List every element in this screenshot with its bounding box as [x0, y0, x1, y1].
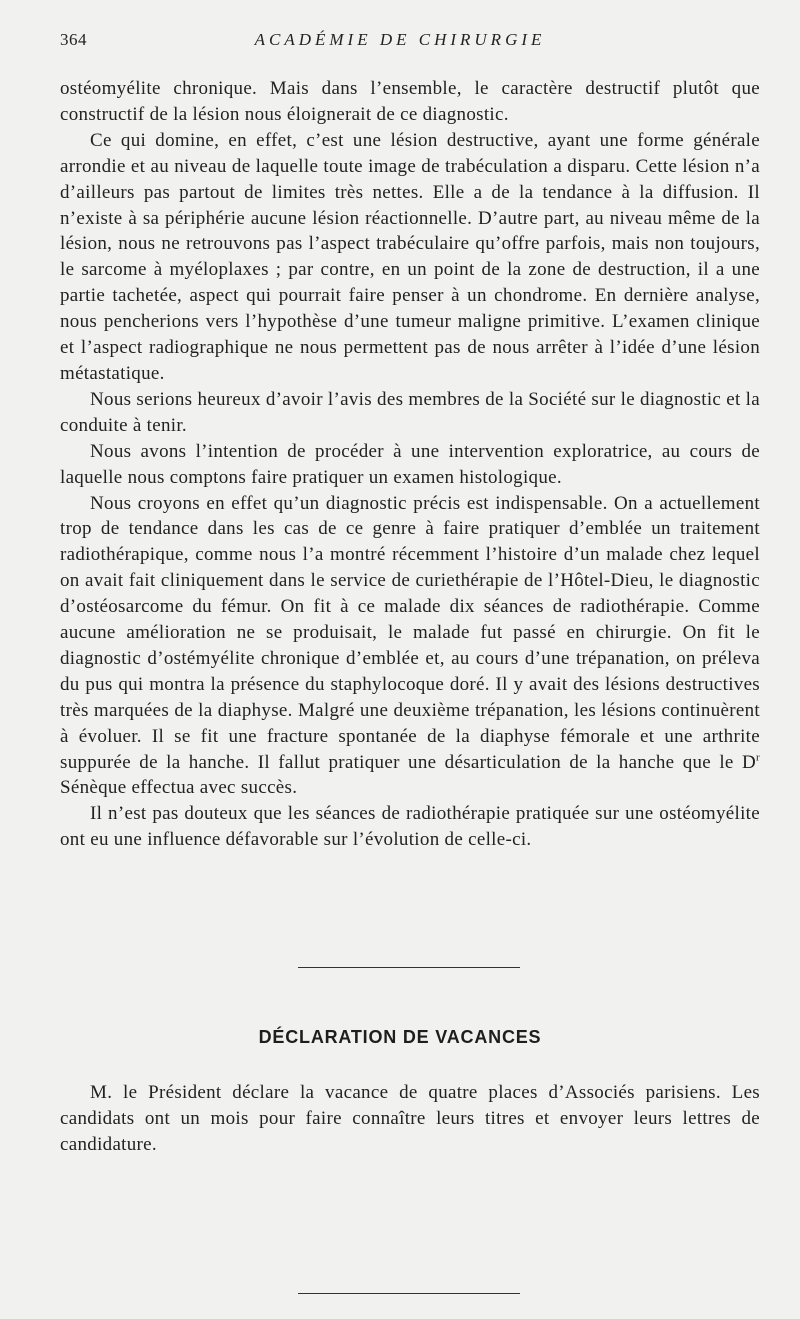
section-divider-bottom: [298, 1293, 520, 1294]
doctor-abbrev: $D^r$: [741, 751, 760, 773]
paragraph-case-history: [60, 491, 760, 802]
body-text: [60, 76, 760, 853]
paragraph-conclusion: Il n’est pas douteux que les séances de radiothérapie pratiquée sur une ostéomyélite ont eu une influence défavorable sur l’évolution de celle-ci.: [60, 803, 760, 851]
paragraph-intervention: Nous avons l’intention de procéder à une intervention exploratrice, au cours de laquelle nous comptons faire pratiquer un examen histologique.: [60, 440, 760, 488]
case-history-end: Sénèque effectua avec succès.: [60, 777, 298, 799]
section-paragraph: M. le Président déclare la vacance de quatre places d’Associés parisiens. Les candidats ont un mois pour faire connaître leurs titres et envoyer leurs lettres de candidature.: [60, 1082, 760, 1155]
paragraph-continuation: ostéomyélite chronique. Mais dans l’ensemble, le caractère destructif plutôt que constructif de la lésion nous éloignerait de ce diagnostic.: [60, 78, 760, 125]
section-title: DÉCLARATION DE VACANCES: [258, 1027, 542, 1047]
section-body: [60, 1080, 760, 1158]
paragraph-lesion-analysis: Ce qui domine, en effet, c’est une lésion destructive, ayant une forme générale arrondie et au niveau de laquelle toute image de trabéculation a disparu. Cette lésion n’a d’ailleurs pas partout de limites très nettes. Elle a de la tendance à la diffusion. Il n’existe à sa périphérie aucune lésion réactionnelle. D’autre part, au niveau même de la lésion, nous ne retrouvons pas l’aspect trabéculaire qu’offre parfois, mais non toujours, le sarcome à myéloplaxes ; par contre, en un point de la zone de destruction, il a une partie tachetée, aspect qui pourrait faire penser à un chondrome. En dernière analyse, nous pencherions vers l’hypothèse d’une tumeur maligne primitive. L’examen clinique et l’aspect radiographique ne nous permettent pas de nous arrêter à l’idée d’une lésion métastatique.: [60, 129, 760, 384]
paragraph-society-opinion: Nous serions heureux d’avoir l’avis des membres de la Société sur le diagnostic et la conduite à tenir.: [60, 388, 760, 436]
section-divider-top: [298, 967, 520, 968]
page-number: 364: [60, 30, 87, 49]
running-head: ACADÉMIE DE CHIRURGIE: [254, 30, 546, 49]
case-history-text: Nous croyons en effet qu’un diagnostic précis est indispensable. On a actuellement trop de tendance dans les cas de ce genre à faire pratiquer d’emblée un traitement radiothérapique, comme nous l’a montré récemment l’histoire d’un malade chez lequel on avait fait cliniquement dans le service de curiethérapie de l’Hôtel-Dieu, le diagnostic d’ostéosarcome du fémur. On fit à ce malade dix séances de radiothérapie. Comme aucune amélioration ne se produisait, le malade fut passé en chirurgie. On fit le diagnostic d’ostémyélite chronique d’emblée et, au cours d’une trépanation, on préleva du pus qui montra la présence du staphylocoque doré. Il y avait des lésions destructives très marquées de la diaphyse. Malgré une deuxième trépanation, les lésions continuèrent à évoluer. Il se fit une fracture spontanée de la diaphyse fémorale et une arthrite suppurée de la hanche. Il fallut pratiquer une désarticulation de la hanche que le: [60, 492, 760, 773]
